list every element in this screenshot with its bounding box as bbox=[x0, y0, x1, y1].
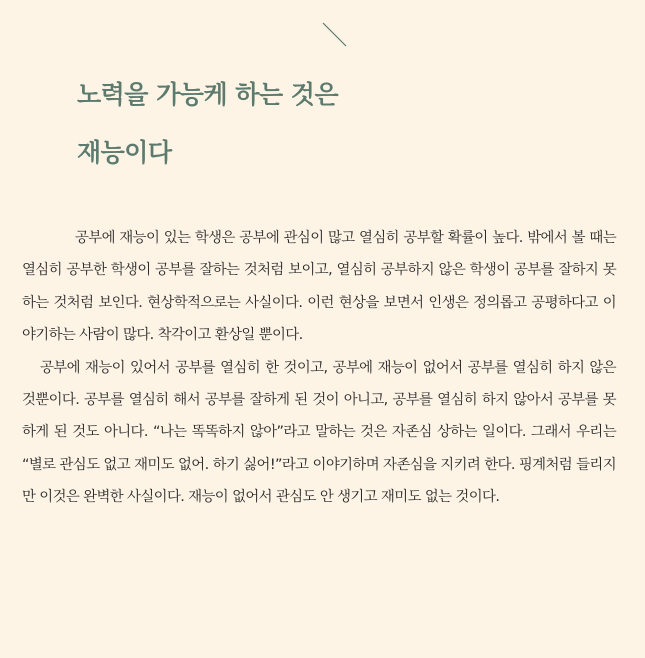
chapter-body bbox=[22, 222, 616, 514]
paragraph-2: 공부에 재능이 있어서 공부를 열심히 한 것이고, 공부에 재능이 없어서 공부를 열심히 하지 않은 것뿐이다. 공부를 열심히 해서 공부를 잘하게 된 것이 아니고, 공부를 열심히 하지 않아서 공부를 못하게 된 것도 아니다. “나는 똑똑하지 않아”라고 말하는 것은 자존심 상하는 일이다. 그래서 우리는 “별로 관심도 없고 재미도 없어. 하기 싫어!”라고 이야기하며 자존심을 지키려 한다. 핑계처럼 들리지만 이것은 완벽한 사실이다. 재능이 없어서 관심도 안 생기고 재미도 없는 것이다. bbox=[22, 359, 616, 506]
decorative-slash-line bbox=[322, 22, 348, 48]
chapter-title bbox=[77, 66, 597, 182]
chapter-title-line-1: 노력을 가능케 하는 것은 bbox=[77, 80, 339, 109]
chapter-title-line-2: 재능이다 bbox=[77, 138, 172, 167]
paragraph-1: 공부에 재능이 있는 학생은 공부에 관심이 많고 열심히 공부할 확률이 높다. 밖에서 볼 때는 열심히 공부한 학생이 공부를 잘하는 것처럼 보이고, 열심히 공부하지 않은 학생이 공부를 잘하지 못하는 것처럼 보인다. 현상학적으로는 사실이다. 이런 현상을 보면서 인생은 정의롭고 공평하다고 이야기하는 사람이 많다. 착각이고 환상일 뿐이다. bbox=[22, 230, 616, 344]
